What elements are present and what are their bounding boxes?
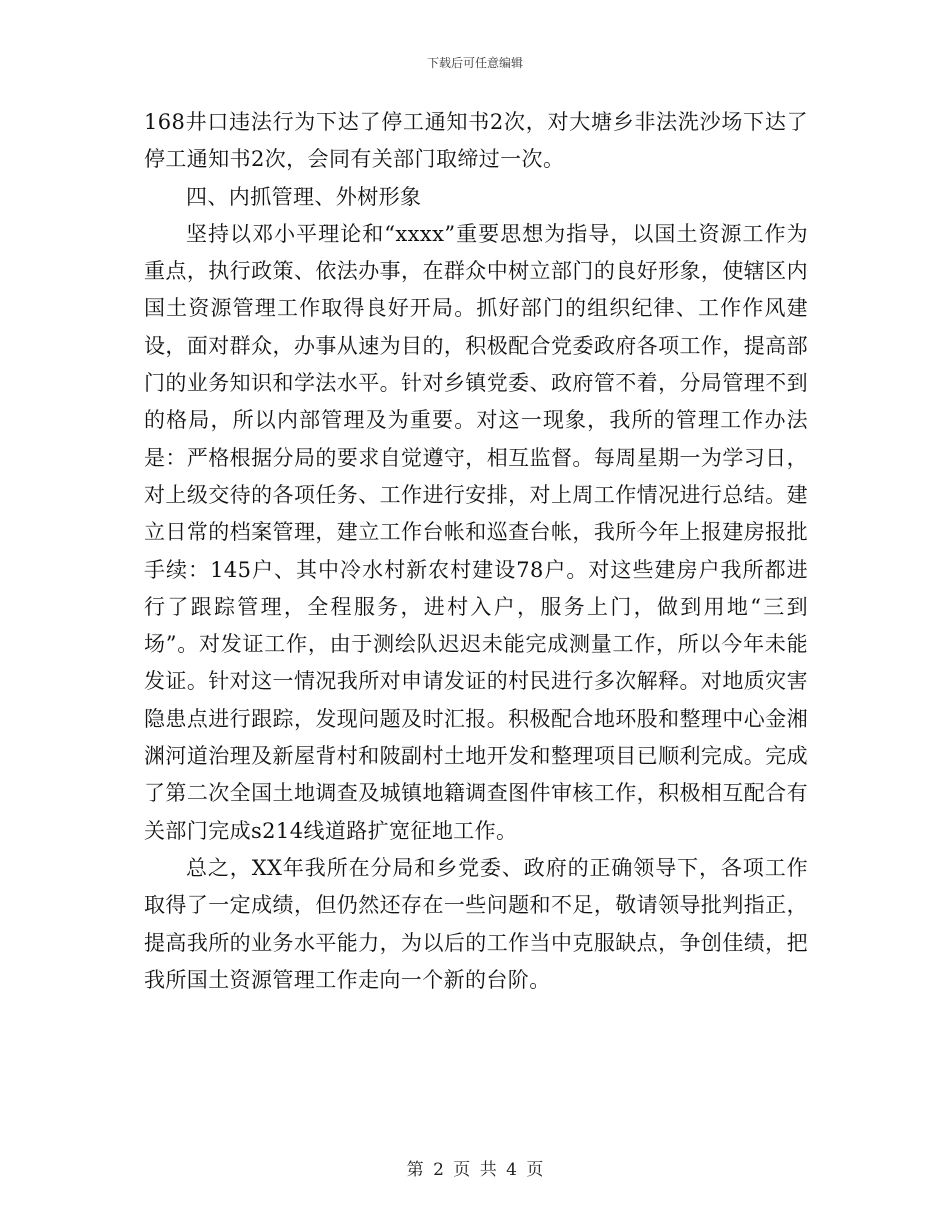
paragraph-summary: 总之，XX年我所在分局和乡党委、政府的正确领导下，各项工作取得了一定成绩，但仍然还存在一些问题和不足，敬请领导批判指正，提高我所的业务水平能力，为以后的工作当中克服缺点，争创佳绩，把我所国土资源管理工作走向一个新的台阶。 <box>144 855 808 992</box>
paragraph-continuation: 168井口违法行为下达了停工通知书2次，对大塘乡非法洗沙场下达了停工通知书2次，会同有关部门取缔过一次。 <box>144 110 808 172</box>
document-body <box>144 104 808 999</box>
page-number: 第 2 页 共 4 页 <box>406 1160 544 1180</box>
paragraph-management: 坚持以邓小平理论和“xxxx”重要思想为指导，以国土资源工作为重点，执行政策、依法办事，在群众中树立部门的良好形象，使辖区内国土资源管理工作取得良好开局。抓好部门的组织纪律、工作作风建设，面对群众，办事从速为目的，积极配合党委政府各项工作，提高部门的业务知识和学法水平。针对乡镇党委、政府管不着，分局管理不到的格局，所以内部管理及为重要。对这一现象，我所的管理工作办法是：严格根据分局的要求自觉遵守，相互监督。每周星期一为学习日，对上级交待的各项任务、工作进行安排，对上周工作情况进行总结。建立日常的档案管理，建立工作台帐和巡查台帐，我所今年上报建房报批手续：145户、其中冷水村新农村建设78户。对这些建房户我所都进行了跟踪管理，全程服务，进村入户，服务上门，做到用地“三到场”。对发证工作，由于测绘队迟迟未能完成测量工作，所以今年未能发证。针对这一情况我所对申请发证的村民进行多次解释。对地质灾害隐患点进行跟踪，发现问题及时汇报。积极配合地环股和整理中心金湘渊河道治理及新屋背村和陂副村土地开发和整理项目已顺利完成。完成了第二次全国土地调查及城镇地籍调查图件审核工作，积极相互配合有关部门完成s214线道路扩宽征地工作。 <box>144 221 808 843</box>
section-heading: 四、内抓管理、外树形象 <box>186 184 422 209</box>
page-header: 下载后可任意编辑 <box>426 56 523 70</box>
